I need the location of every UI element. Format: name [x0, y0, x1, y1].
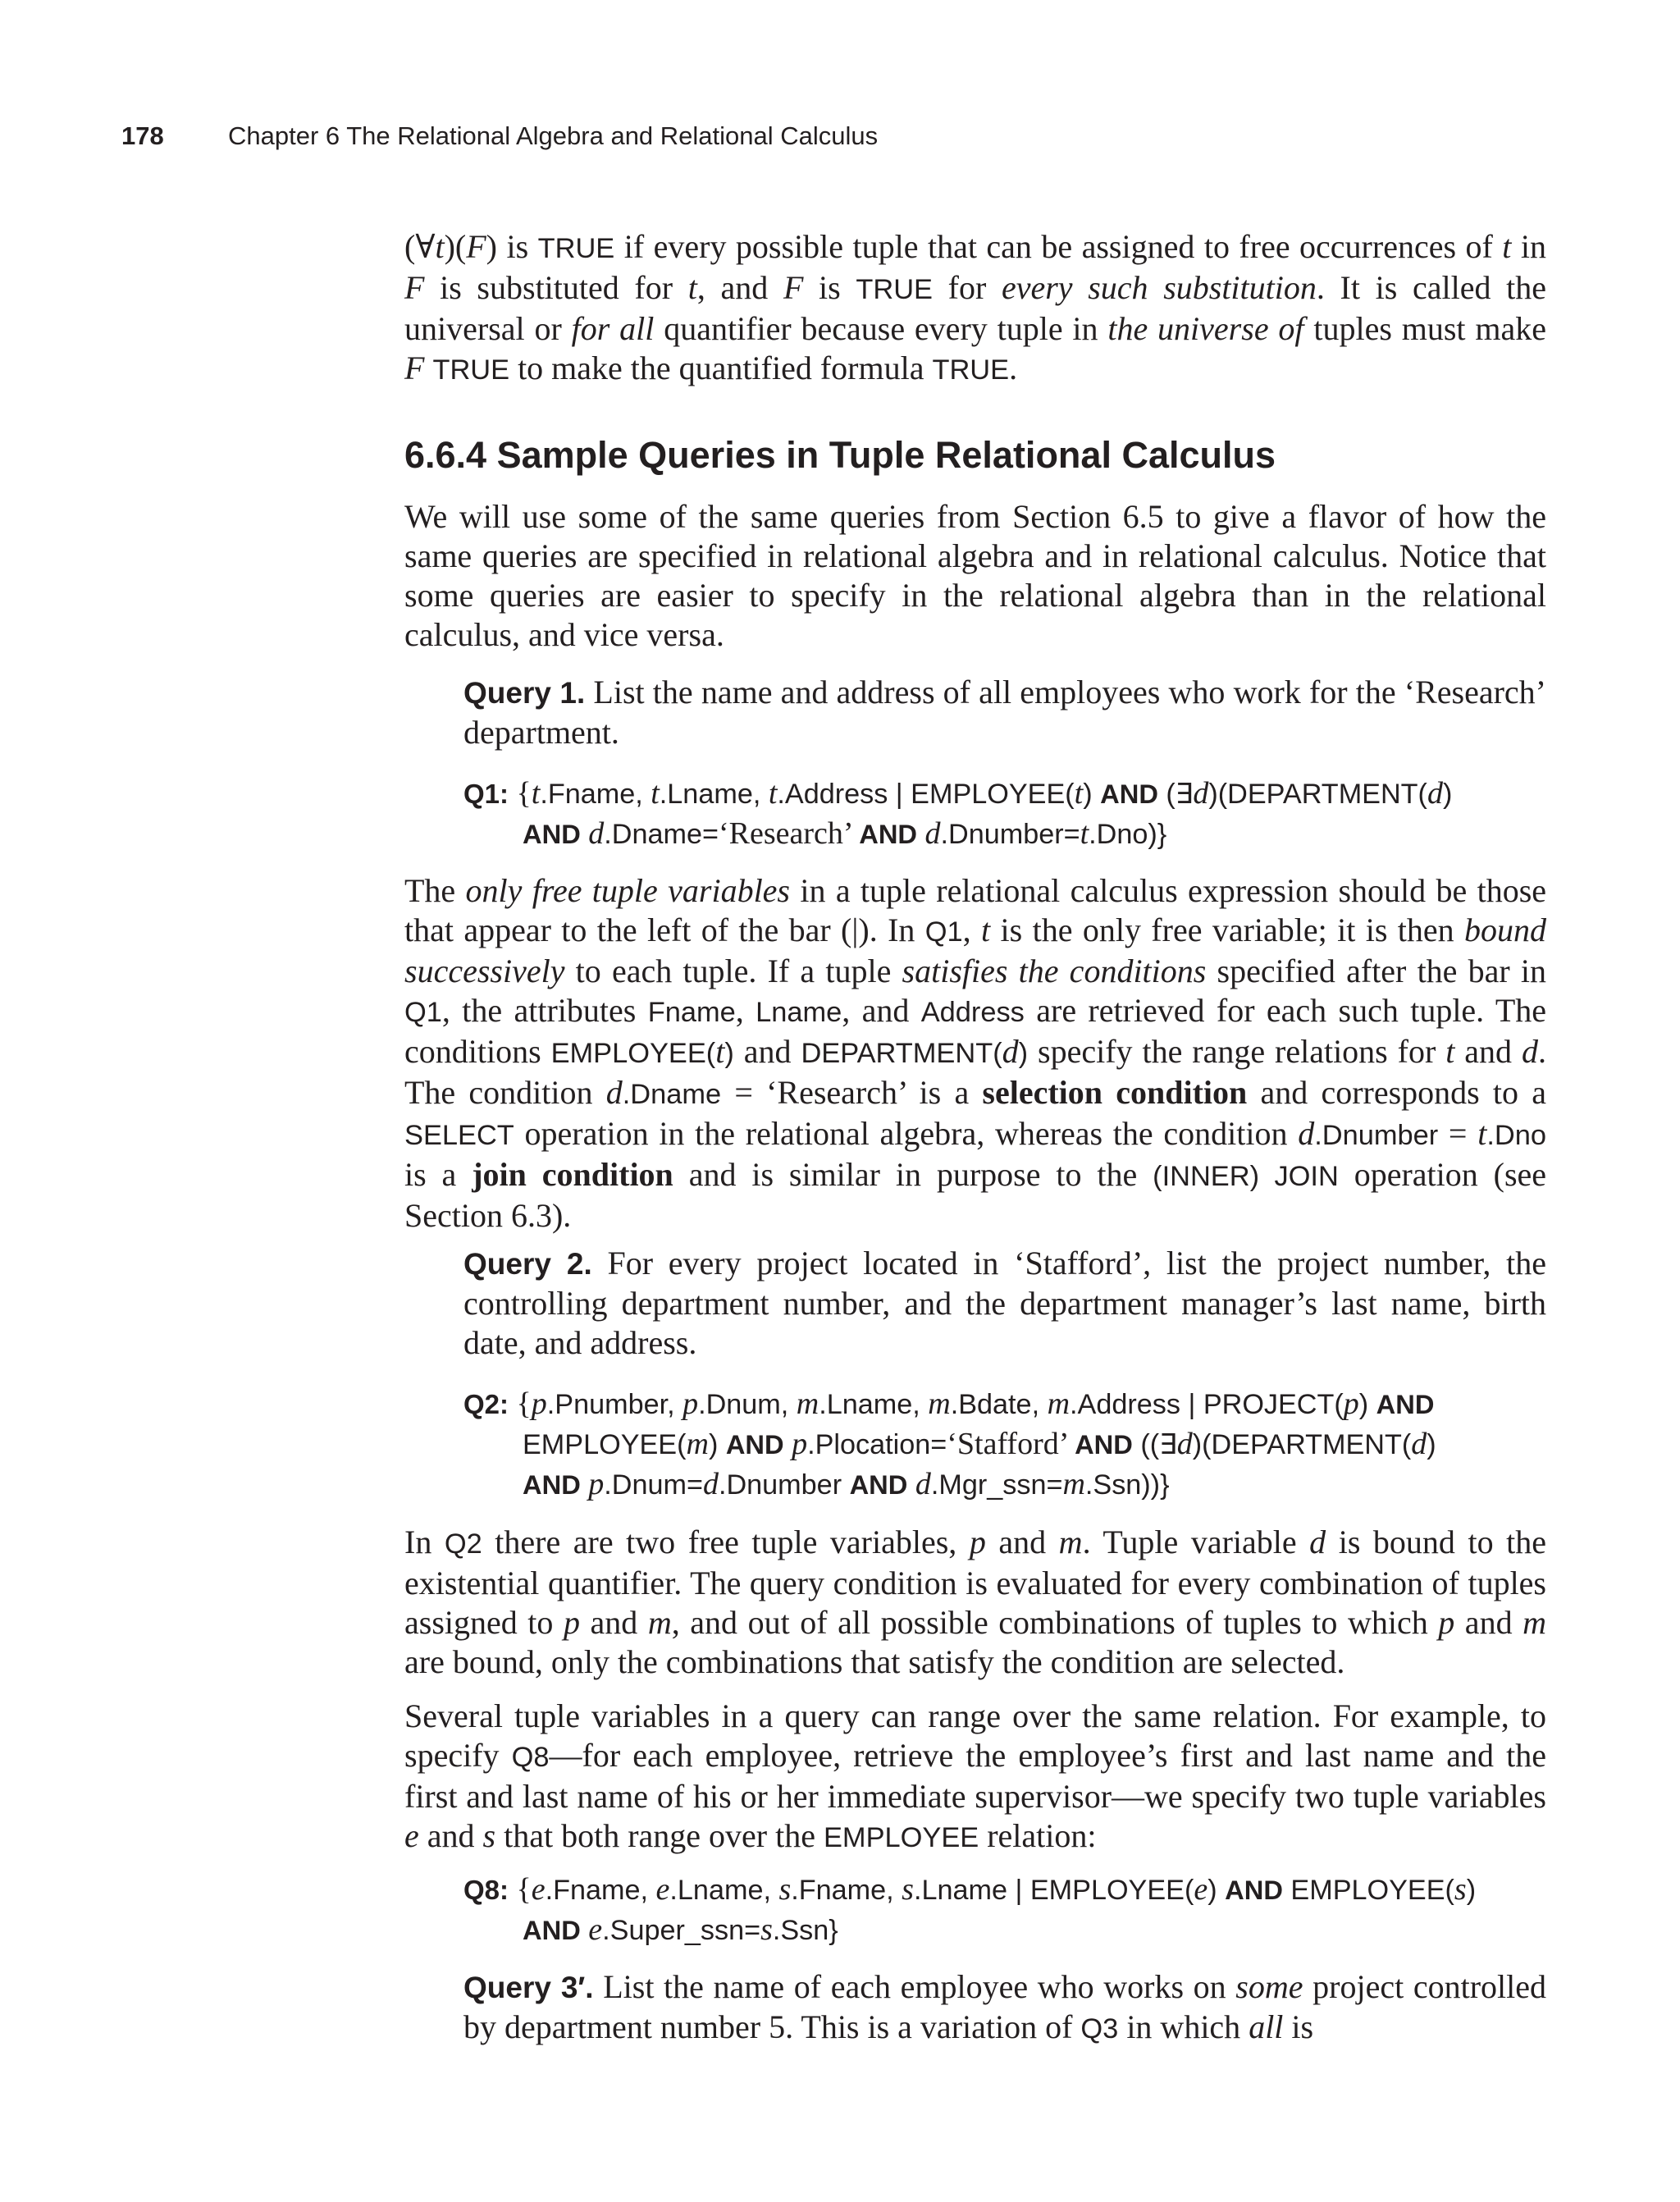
- text-run: and: [1454, 1604, 1523, 1641]
- formula-part: ): [1466, 1875, 1477, 1906]
- emphasis: satisfies the conditions: [902, 953, 1207, 989]
- tuple-variable: p: [969, 1524, 986, 1560]
- query-3-prime-statement: [463, 1967, 1546, 2049]
- page-number: 178: [121, 121, 164, 150]
- text-run: is bound to the existential quantifier. The query condition is evaluated for every combination of tuples assigned to: [404, 1524, 1546, 1641]
- formula-part: .Bdate,: [950, 1389, 1048, 1420]
- text-run: , and: [842, 992, 921, 1029]
- formula-part: .Dnumber: [718, 1469, 850, 1501]
- running-head: [121, 121, 878, 154]
- text-run: tuples must make: [1303, 310, 1546, 347]
- formula-continuation: [463, 1910, 1546, 1950]
- text-run: Several tuple variables in a query can range over the same relation. For example, to specify: [404, 1697, 1546, 1774]
- bold-term: join condition: [472, 1156, 673, 1193]
- formula-part: [581, 1467, 589, 1501]
- formula-part: EMPLOYEE(: [523, 1429, 687, 1460]
- paragraph-intro: We will use some of the same queries from Section 6.5 to give a flavor of how the same queries are specified in relational algebra and in relational calculus. Notice that some queries are easier to specify in the relational algebra than in the relational calculus, and vice versa.: [404, 498, 1546, 653]
- tuple-variable: d: [1298, 1115, 1315, 1152]
- query-2-label: Query 2.: [463, 1247, 592, 1281]
- text-run: and corresponds to a: [1247, 1074, 1547, 1111]
- text-run: and: [418, 1817, 483, 1854]
- formula-part: .Fname,: [540, 779, 651, 810]
- tuple-variable: d: [1002, 1033, 1019, 1070]
- paragraph-free-variables: [404, 871, 1546, 1236]
- keyword-true: TRUE: [856, 274, 933, 305]
- formula-part: {: [509, 1387, 532, 1421]
- query-ref: Q8: [511, 1742, 550, 1773]
- formula-part: .Super_ssn=: [602, 1915, 761, 1946]
- tuple-variable: d: [1193, 776, 1209, 811]
- keyword-and: AND: [1100, 779, 1158, 809]
- keyword-select: SELECT: [404, 1120, 514, 1151]
- text-run: is: [803, 269, 856, 306]
- text-run: and: [733, 1033, 801, 1070]
- formula-part: .Fname,: [545, 1875, 656, 1906]
- attribute-name: Fname: [647, 997, 736, 1028]
- query-ref: Q2: [444, 1528, 482, 1560]
- section-heading: 6.6.4 Sample Queries in Tuple Relational Calculus: [404, 434, 1276, 476]
- string-literal: ‘Stafford’: [947, 1427, 1067, 1461]
- text-run: is substituted for: [424, 269, 688, 306]
- text-run: project controlled by department number 5. This is a variation of: [463, 1968, 1546, 2045]
- keyword-and: AND: [1075, 1429, 1133, 1460]
- attribute-name: Address: [920, 997, 1025, 1028]
- query-1-statement: [463, 673, 1546, 752]
- tuple-variable: m: [647, 1604, 672, 1641]
- relation-name: DEPARTMENT(: [801, 1038, 1002, 1069]
- paragraph-q2-explanation: [404, 1523, 1546, 1682]
- formula-part: .Lname | EMPLOYEE(: [913, 1875, 1194, 1906]
- text-run: and: [579, 1604, 648, 1641]
- formula-part: .Pnumber,: [546, 1389, 683, 1420]
- tuple-variable: m: [1062, 1467, 1085, 1501]
- formula-q2: [463, 1384, 1546, 1505]
- text-run: that both range over the: [495, 1817, 824, 1854]
- tuple-variable: t: [1477, 1115, 1487, 1152]
- text-run: =: [1438, 1115, 1478, 1152]
- formula-part: EMPLOYEE(: [1282, 1875, 1454, 1906]
- text-run: ): [1018, 1038, 1029, 1069]
- text-run: quantifier because every tuple in: [654, 310, 1108, 347]
- tuple-variable: m: [1058, 1524, 1083, 1560]
- text-run: In: [404, 1524, 445, 1560]
- keyword-and: AND: [725, 1429, 784, 1460]
- emphasis: the universe of: [1107, 310, 1304, 347]
- tuple-variable: s: [902, 1872, 914, 1907]
- string-literal: ‘Research’: [718, 816, 851, 851]
- formula-part: [907, 1467, 915, 1501]
- bold-term: selection condition: [982, 1074, 1248, 1111]
- tuple-variable: t: [1502, 228, 1512, 265]
- tuple-variable: p: [682, 1387, 699, 1421]
- formula-part: [581, 1912, 589, 1947]
- tuple-variable: m: [686, 1427, 709, 1461]
- tuple-variable: p: [588, 1467, 605, 1501]
- tuple-variable: d: [1521, 1033, 1538, 1070]
- emphasis: only free tuple variables: [465, 872, 791, 909]
- text-run: . Tuple variable: [1082, 1524, 1310, 1560]
- tuple-variable: e: [531, 1872, 546, 1907]
- tuple-variable: t: [435, 228, 445, 265]
- formula-part: .Mgr_ssn=: [930, 1469, 1063, 1501]
- tuple-variable: t: [687, 269, 697, 306]
- query-ref: Q1: [404, 997, 442, 1028]
- keyword-and: AND: [1376, 1389, 1435, 1419]
- text-run: (∀: [404, 228, 436, 265]
- text-run: and: [1454, 1033, 1522, 1070]
- formula-part: ): [708, 1429, 726, 1460]
- formula-q8: [463, 1870, 1546, 1950]
- tuple-variable: t: [531, 776, 541, 811]
- formula-part: .Lname,: [659, 779, 769, 810]
- formula-part: (∃: [1157, 779, 1194, 810]
- text-run: and: [985, 1524, 1059, 1560]
- emphasis: some: [1235, 1968, 1303, 2005]
- tuple-variable: d: [1309, 1524, 1326, 1560]
- text-run: ,: [735, 992, 756, 1029]
- formula-variable: F: [404, 269, 425, 306]
- tuple-variable: e: [1194, 1872, 1208, 1907]
- tuple-variable: m: [1522, 1604, 1547, 1641]
- text-run: there are two free tuple variables,: [482, 1524, 970, 1560]
- formula-part: ): [1208, 1875, 1226, 1906]
- tuple-variable: d: [605, 1074, 623, 1111]
- keyword-and: AND: [859, 819, 918, 849]
- formula-part: {: [509, 776, 532, 811]
- text-run: List the name of each employee who works on: [593, 1968, 1236, 2005]
- formula-part: .Dnum=: [604, 1469, 703, 1501]
- formula-continuation: [463, 1424, 1546, 1464]
- formula-label: Q2:: [463, 1389, 509, 1419]
- text-run: The: [404, 872, 466, 909]
- text-run: are retrieved for each such tuple. The conditions: [404, 992, 1547, 1070]
- text-run: is: [1283, 2008, 1314, 2045]
- attribute-name: .Dname: [622, 1079, 722, 1110]
- formula-part: .Plocation=: [807, 1429, 947, 1460]
- paragraph-several-tuple-variables: [404, 1697, 1546, 1857]
- text-run: . The condition: [404, 1033, 1546, 1111]
- query-2-statement: [463, 1244, 1546, 1363]
- emphasis: all: [1249, 2008, 1284, 2045]
- text-run: are bound, only the combinations that satisfy the condition are selected.: [404, 1643, 1345, 1680]
- paragraph-universal-quantifier: [404, 227, 1546, 390]
- keyword-inner-join: (INNER) JOIN: [1153, 1161, 1339, 1192]
- tuple-variable: d: [924, 816, 941, 851]
- text-run: operation in the relational algebra, whereas the condition: [514, 1115, 1299, 1152]
- formula-part: [581, 816, 589, 851]
- formula-continuation: [463, 814, 1546, 854]
- tuple-variable: d: [588, 816, 605, 851]
- formula-part: .Ssn))}: [1084, 1469, 1170, 1501]
- chapter-title: Chapter 6 The Relational Algebra and Relational Calculus: [228, 121, 879, 150]
- tuple-variable: p: [1438, 1604, 1455, 1641]
- formula-part: [784, 1427, 792, 1461]
- tuple-variable: d: [1176, 1427, 1193, 1461]
- query-ref: Q1: [924, 916, 963, 948]
- text-run: .: [1009, 349, 1018, 386]
- formula-variable: F: [783, 269, 804, 306]
- tuple-variable: m: [928, 1387, 951, 1421]
- tuple-variable: m: [796, 1387, 819, 1421]
- text-run: )(: [444, 228, 467, 265]
- formula-label: Q8:: [463, 1875, 509, 1905]
- keyword-and: AND: [523, 1469, 581, 1500]
- formula-part: {: [509, 1872, 532, 1907]
- text-run: . It is called the universal or: [404, 269, 1546, 347]
- keyword-true: TRUE: [537, 233, 615, 264]
- text-run: , and out of all possible combinations of tuples to which: [671, 1604, 1439, 1641]
- tuple-variable: p: [531, 1387, 547, 1421]
- query-2-text: For every project located in ‘Stafford’, list the project number, the controlling department number, and the department manager’s last name, birth date, and address.: [463, 1245, 1546, 1361]
- formula-part: .Address | EMPLOYEE(: [777, 779, 1075, 810]
- tuple-variable: p: [563, 1604, 580, 1641]
- query-1-text: List the name and address of all employees who work for the ‘Research’ department.: [463, 674, 1547, 751]
- text-run: [424, 349, 432, 386]
- tuple-variable: s: [482, 1817, 496, 1854]
- keyword-and: AND: [523, 819, 581, 849]
- tuple-variable: t: [981, 911, 991, 948]
- formula-part: [1067, 1427, 1075, 1461]
- formula-part: ): [1427, 1429, 1436, 1460]
- formula-part: .Dname=: [604, 819, 719, 850]
- formula-q1: [463, 774, 1546, 854]
- text-run: is the only free variable; it is then: [990, 911, 1465, 948]
- tuple-variable: d: [702, 1467, 719, 1501]
- tuple-variable: e: [588, 1912, 603, 1947]
- text-run: , the attributes: [441, 992, 648, 1029]
- text-run: specified after the bar in: [1206, 953, 1547, 989]
- tuple-variable: s: [1454, 1872, 1467, 1907]
- formula-part: .Fname,: [791, 1875, 902, 1906]
- formula-part: .Lname,: [819, 1389, 929, 1420]
- formula-part: .Dno)}: [1089, 819, 1167, 850]
- emphasis: for all: [571, 310, 655, 347]
- formula-part: .Lname,: [669, 1875, 779, 1906]
- tuple-variable: d: [1411, 1427, 1427, 1461]
- text-run: ,: [962, 911, 982, 948]
- text-run: operation (see Section 6.3).: [404, 1156, 1547, 1234]
- keyword-and: AND: [849, 1469, 908, 1500]
- formula-part: [917, 816, 925, 851]
- keyword-and: AND: [1225, 1875, 1283, 1905]
- text-run: ): [724, 1038, 734, 1069]
- tuple-variable: t: [1080, 816, 1089, 851]
- text-run: = ‘Research’ is a: [721, 1074, 983, 1111]
- formula-part: ): [1442, 779, 1453, 810]
- text-run: relation:: [979, 1817, 1097, 1854]
- formula-part: .Ssn}: [772, 1915, 838, 1946]
- text-run: and is similar in purpose to the: [673, 1156, 1153, 1193]
- query-3-prime-label: Query 3′.: [463, 1971, 594, 2004]
- keyword-true: TRUE: [932, 354, 1010, 386]
- text-run: in a tuple relational calculus expression should be those that appear to the left of the bar (|). In: [404, 872, 1547, 948]
- text-run: —for each employee, retrieve the employee’s first and last name and the first and last name of his or her immediate supervisor—we specify two tuple variables: [404, 1737, 1547, 1815]
- tuple-variable: t: [1445, 1033, 1455, 1070]
- tuple-variable: m: [1047, 1387, 1071, 1421]
- formula-part: ): [1358, 1389, 1376, 1420]
- tuple-variable: p: [792, 1427, 808, 1461]
- formula-part: ((∃: [1132, 1429, 1177, 1460]
- tuple-variable: e: [404, 1817, 419, 1854]
- text-run: to make the quantified formula: [509, 349, 933, 386]
- text-run: is a: [404, 1156, 472, 1193]
- query-1-label: Query 1.: [463, 676, 586, 710]
- tuple-variable: e: [655, 1872, 670, 1907]
- formula-part: .Address | PROJECT(: [1070, 1389, 1344, 1420]
- tuple-variable: p: [1343, 1387, 1359, 1421]
- attribute-name: Lname: [756, 997, 842, 1028]
- tuple-variable: d: [915, 1467, 931, 1501]
- formula-part: .Dnum,: [698, 1389, 797, 1420]
- formula-continuation: [463, 1464, 1546, 1505]
- formula-label: Q1:: [463, 779, 509, 809]
- formula-part: )(DEPARTMENT(: [1208, 779, 1427, 810]
- attribute-name: .Dnumber: [1314, 1120, 1439, 1151]
- emphasis: every such substitution: [1001, 269, 1317, 306]
- relation-name: EMPLOYEE: [823, 1822, 979, 1853]
- text-run: if every possible tuple that can be assigned to free occurrences of: [614, 228, 1503, 265]
- text-run: in which: [1118, 2008, 1249, 2045]
- tuple-variable: t: [768, 776, 778, 811]
- relation-name: EMPLOYEE(: [550, 1038, 716, 1069]
- text-run: in: [1511, 228, 1546, 265]
- formula-part: )(DEPARTMENT(: [1192, 1429, 1412, 1460]
- tuple-variable: s: [760, 1912, 773, 1947]
- formula-part: ): [1083, 779, 1101, 810]
- formula-variable: F: [404, 349, 425, 386]
- formula-part: .Dnumber=: [940, 819, 1080, 850]
- text-run: to each tuple. If a tuple: [564, 953, 902, 989]
- emphasis: bound successively: [404, 911, 1547, 989]
- tuple-variable: d: [1427, 776, 1443, 811]
- keyword-and: AND: [523, 1915, 581, 1945]
- tuple-variable: t: [715, 1033, 725, 1070]
- text-run: ) is: [486, 228, 538, 265]
- text-run: for: [933, 269, 1002, 306]
- text-run: specify the range relations for: [1028, 1033, 1446, 1070]
- tuple-variable: t: [1074, 776, 1084, 811]
- formula-variable: F: [466, 228, 486, 265]
- text-run: , and: [696, 269, 783, 306]
- query-ref: Q3: [1080, 2013, 1119, 2044]
- formula-part: [851, 816, 860, 851]
- attribute-name: .Dno: [1486, 1120, 1546, 1151]
- keyword-true: TRUE: [432, 354, 510, 386]
- tuple-variable: t: [651, 776, 660, 811]
- tuple-variable: s: [778, 1872, 792, 1907]
